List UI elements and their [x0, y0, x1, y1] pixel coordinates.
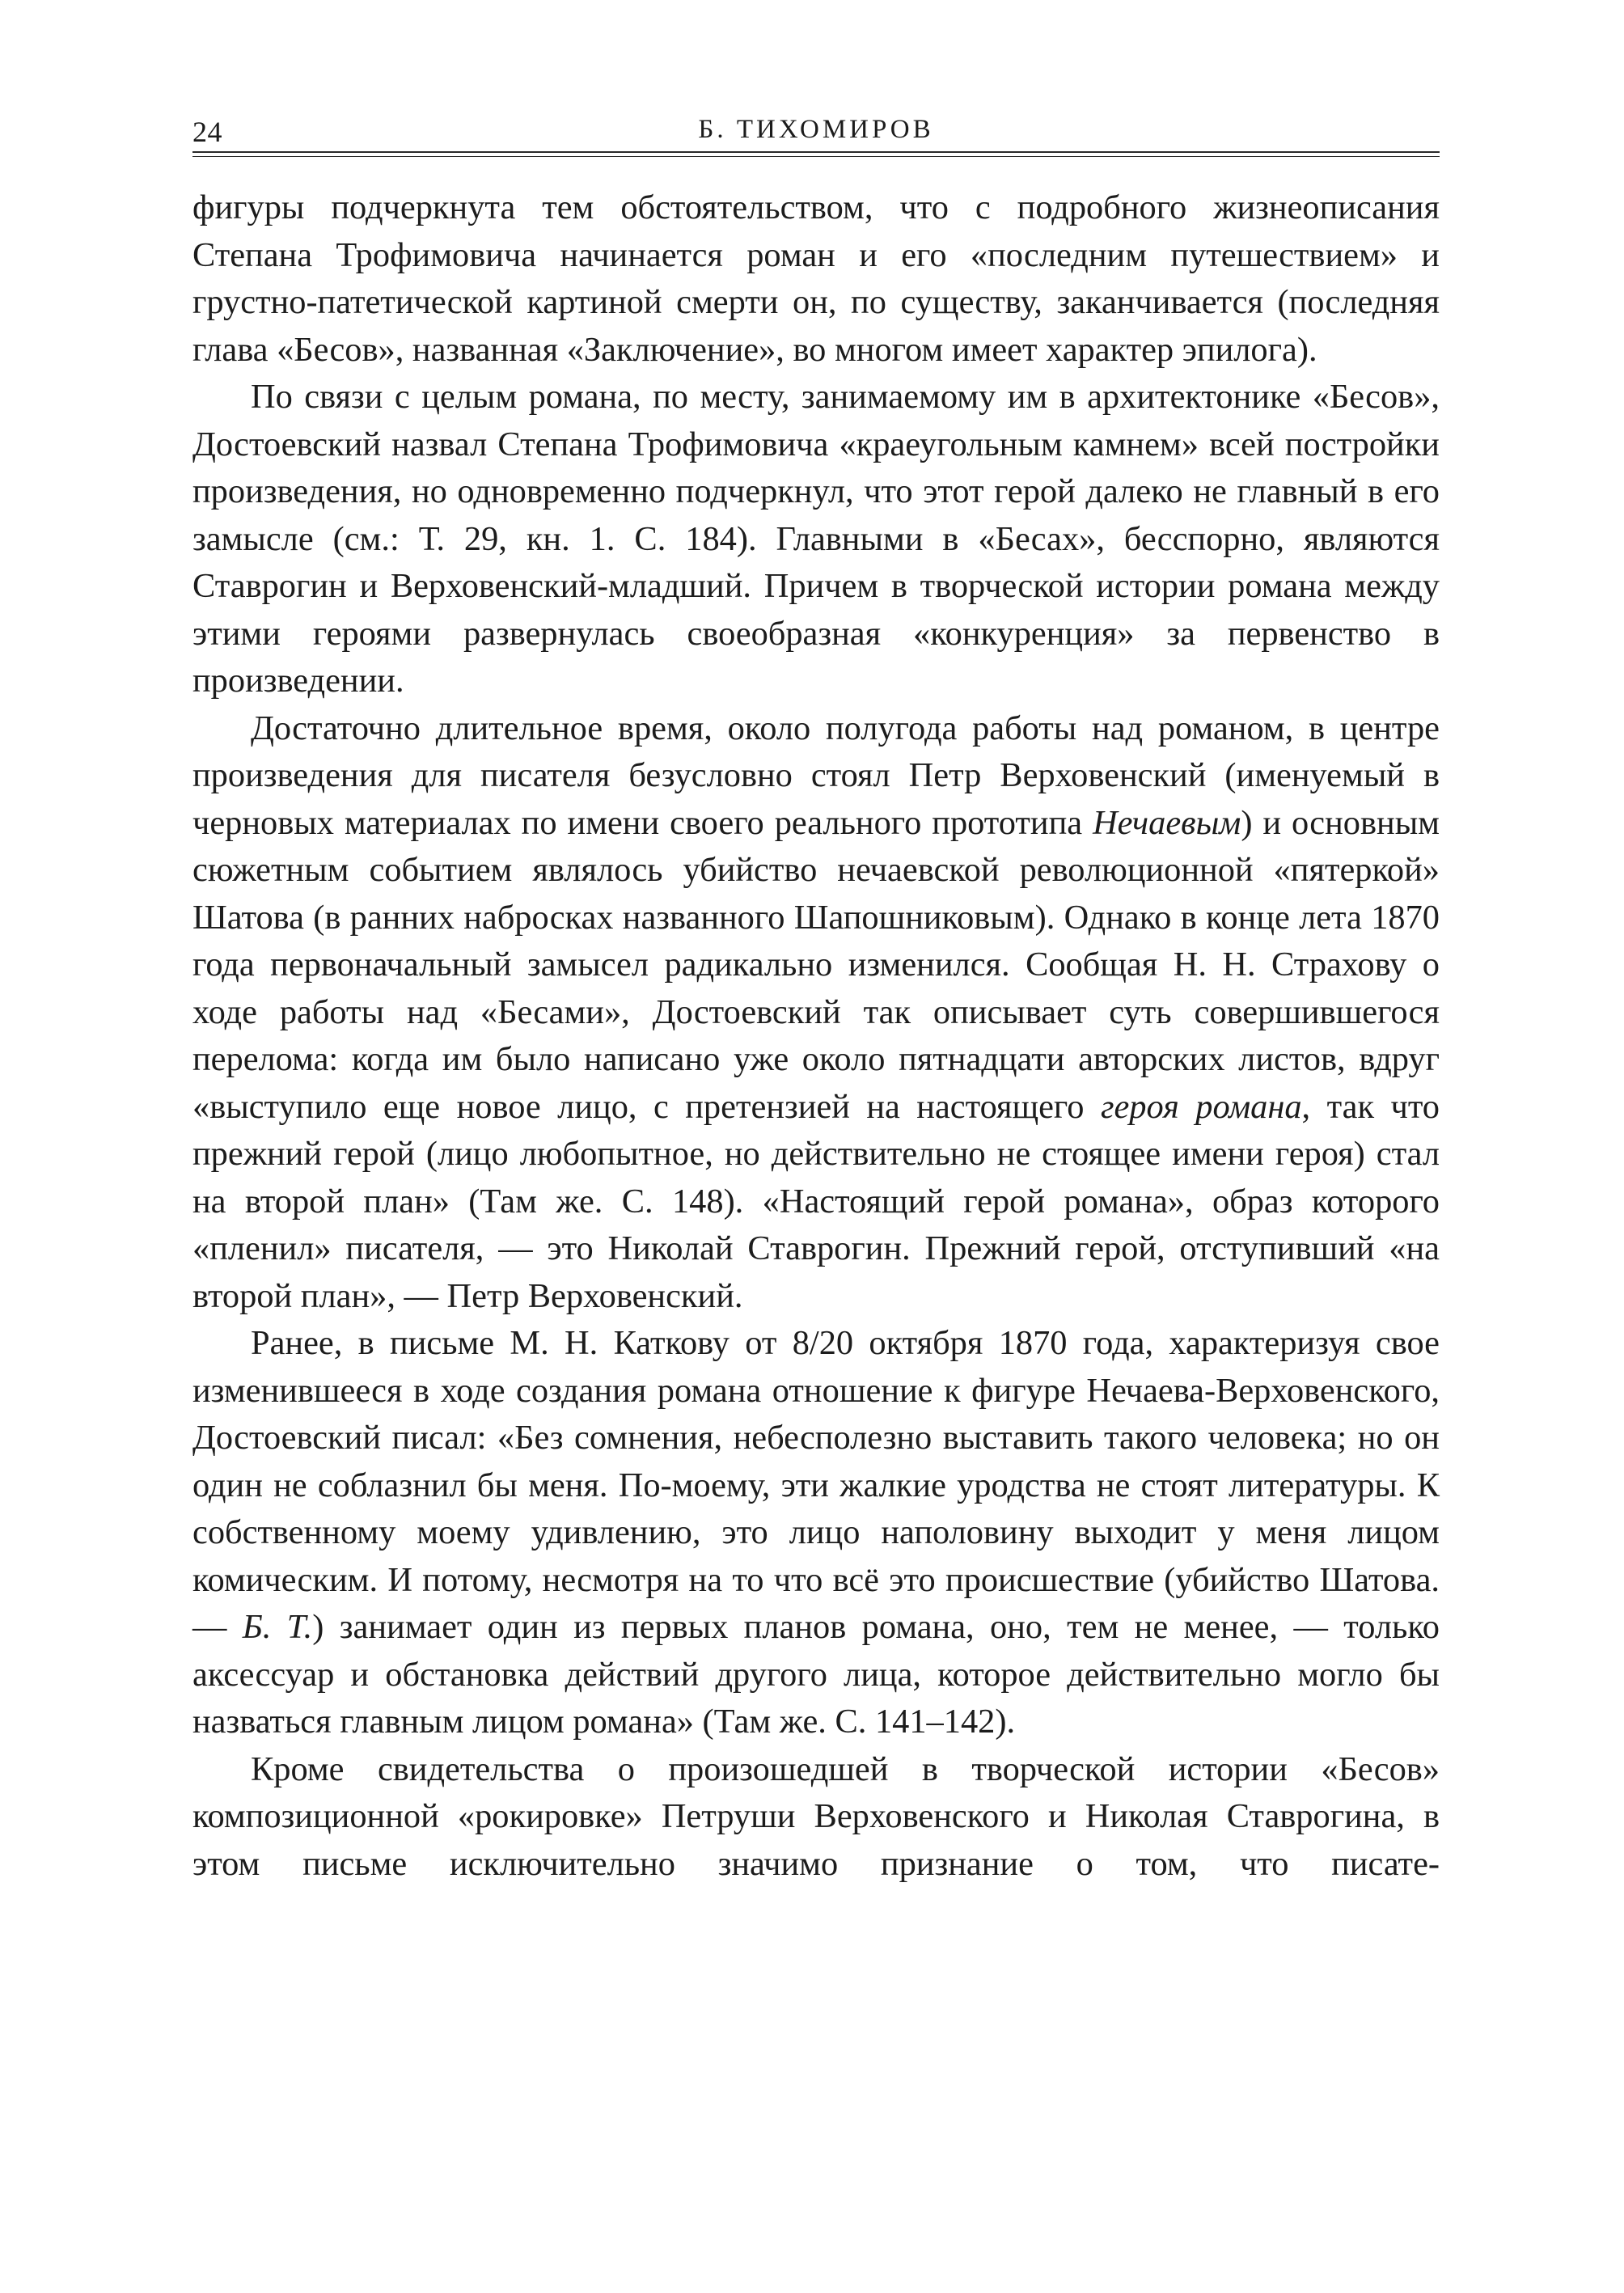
italic-run: героя романа [1100, 1087, 1302, 1126]
paragraph [192, 184, 1440, 374]
text-run: По связи с целым романа, по месту, занимаемому им в архитектонике «Бесов», Достоевский назвал Степана Трофимовича «краеугольным камнем» всей постройки произведения, но одновременно подчеркнул, что этот герой далеко не главный в его замысле (см.: Т. 29, кн. 1. С. 184). Главными в «Бесах», бесспорно, являются Ставрогин и Верховенский-младший. Причем в творческой истории романа между этими героями развернулась своеобразная «конкуренция» за первенство в произведении. [192, 378, 1440, 700]
text-run: Ранее, в письме М. Н. Каткову от 8/20 октября 1870 года, характеризуя свое изменившееся в ходе создания романа отношение к фигуре Нечаева-Верховенского, Достоевский писал: «Без сомнения, небесполезно выставить такого человека; но он один не соблазнил бы меня. По-моему, эти жалкие уродства не стоят литературы. К собственному моему удивлению, это лицо наполовину выходит у меня лицом комическим. И потому, несмотря на то что всё это происшествие (убийство Шатова. — [192, 1324, 1440, 1646]
text-run: фигуры подчеркнута тем обстоятельством, что с подробного жизнеописания Степана Трофимовича начинается роман и его «последним путешествием» и грустно-патетической картиной смерти он, по существу, заканчивается (последняя глава «Бесов», названная «Заключение», во многом имеет характер эпилога). [192, 188, 1440, 369]
italic-run: Нечаевым [1093, 803, 1241, 842]
header-rule-thin [192, 156, 1440, 157]
header-rule-thick [192, 151, 1440, 153]
text-run: ) занимает один из первых планов романа, оно, тем не менее, — только аксессуар и обстановка действий другого лица, которое действительно могло бы назваться главным лицом романа» (Там же. С. 141–142). [192, 1608, 1440, 1741]
paragraph [192, 374, 1440, 705]
text-run: Достаточно длительное время, около полугода работы над романом, в центре произведения для писателя безусловно стоял Петр Верховенский (именуемый в черновых материалах по имени своего реального прототипа [192, 709, 1440, 842]
italic-run: Б. Т. [242, 1608, 313, 1646]
text-run: ) и основным сюжетным событием являлось убийство нечаевской революционной «пятеркой» Шатова (в ранних набросках названного Шапошниковым). Однако в конце лета 1870 года первоначальный замысел радикально изменился. Сообщая Н. Н. Страхову о ходе работы над «Бесами», Достоевский так описывает суть совершившегося перелома: когда им было написано уже около пятнадцати авторских листов, вдруг «выступило еще новое лицо, с претензией на настоящего [192, 803, 1440, 1126]
text-run: , так что прежний герой (лицо любопытное, но действительно не стоящее имени героя) стал на второй план» (Там же. С. 148). «Настоящий герой романа», образ которого «пленил» писателя, — это Николай Ставрогин. Прежний герой, отступивший «на второй план», — Петр Верховенский. [192, 1087, 1440, 1315]
paragraph [192, 1746, 1440, 1889]
body-text [192, 184, 1440, 1888]
running-title: Б. ТИХОМИРОВ [698, 115, 934, 144]
page-number: 24 [192, 116, 222, 148]
paragraph [192, 1320, 1440, 1746]
paragraph [192, 705, 1440, 1321]
text-run: Кроме свидетельства о произошедшей в творческой истории «Бесов» композиционной «рокировке» Петруши Верховенского и Николая Ставрогина, в этом письме исключительно значимо признание о том, что писате- [192, 1749, 1440, 1883]
